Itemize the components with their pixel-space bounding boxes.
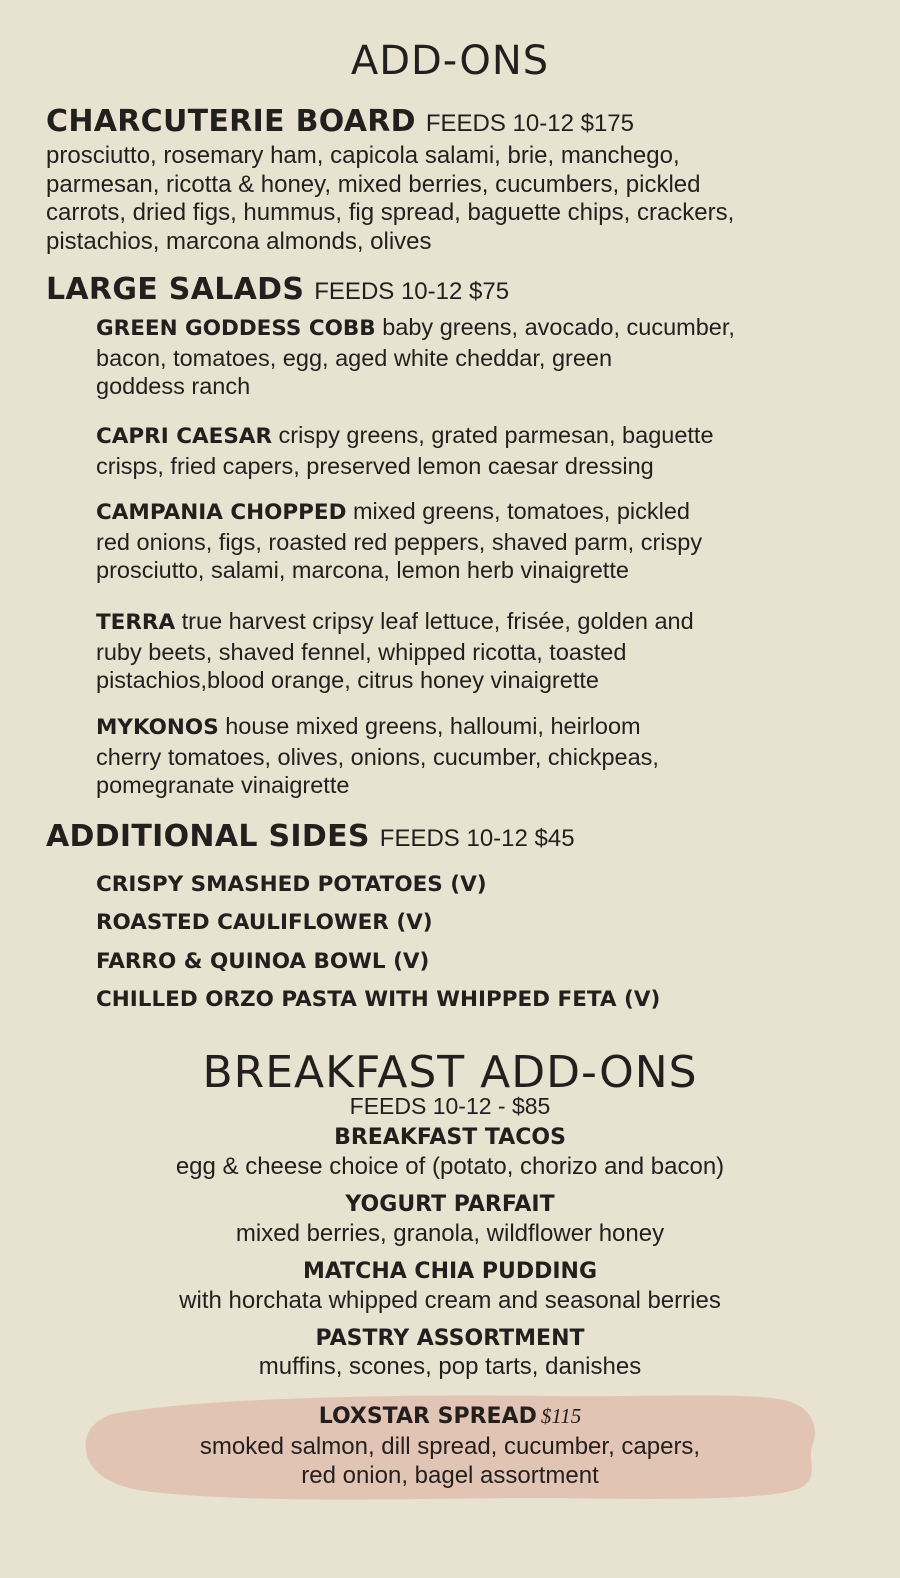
- salad-desc: house mixed greens, halloumi, heirloom: [218, 713, 641, 739]
- salads-meta: FEEDS 10-12 $75: [314, 278, 510, 305]
- side-item: ROASTED CAULIFLOWER (V): [96, 910, 433, 935]
- salad-desc: crisps, fried capers, preserved lemon caesar dressing: [96, 452, 654, 479]
- salad-item-capri-caesar: [96, 421, 836, 480]
- salad-desc: mixed greens, tomatoes, pickled: [346, 498, 690, 524]
- breakfast-item-desc: mixed berries, granola, wildflower honey: [235, 1220, 665, 1247]
- salad-item-campania-chopped: [96, 497, 836, 585]
- salad-name: MYKONOS: [96, 715, 219, 740]
- salad-name: CAMPANIA CHOPPED: [96, 500, 347, 525]
- loxstar-line: red onion, bagel assortment: [301, 1461, 599, 1489]
- charcuterie-description: [46, 142, 866, 256]
- loxstar-name: LOXSTAR SPREAD: [318, 1404, 537, 1429]
- breakfast-item-name: PASTRY ASSORTMENT: [315, 1326, 585, 1351]
- salad-desc: ruby beets, shaved fennel, whipped ricotta, toasted: [96, 638, 627, 665]
- salad-name: GREEN GODDESS COBB: [96, 316, 376, 341]
- breakfast-item-name: YOGURT PARFAIT: [345, 1192, 555, 1217]
- breakfast-title: BREAKFAST ADD-ONS: [202, 1047, 698, 1098]
- salad-desc: cherry tomatoes, olives, onions, cucumber, chickpeas,: [96, 743, 659, 770]
- sides-header: [46, 819, 575, 854]
- breakfast-item-name: MATCHA CHIA PUDDING: [302, 1259, 598, 1284]
- salad-item-terra: [96, 607, 836, 695]
- side-item: CHILLED ORZO PASTA WITH WHIPPED FETA (V): [96, 987, 661, 1012]
- salad-desc: bacon, tomatoes, egg, aged white cheddar, green: [96, 344, 613, 371]
- salads-name: LARGE SALADS: [46, 272, 305, 307]
- salad-item-green-goddess: [96, 313, 836, 401]
- salad-desc: pistachios,blood orange, citrus honey vinaigrette: [96, 667, 599, 693]
- salad-desc: red onions, figs, roasted red peppers, shaved parm, crispy: [96, 528, 703, 555]
- sides-meta: FEEDS 10-12 $45: [379, 825, 575, 852]
- salad-item-mykonos: [96, 712, 836, 800]
- loxstar-price: $115: [540, 1404, 582, 1428]
- salad-desc: goddess ranch: [96, 373, 251, 399]
- salad-desc: prosciutto, salami, marcona, lemon herb vinaigrette: [96, 557, 629, 583]
- loxstar-header: [0, 1404, 900, 1429]
- charcuterie-line: parmesan, ricotta & honey, mixed berries, cucumbers, pickled: [46, 170, 701, 198]
- loxstar-line: smoked salmon, dill spread, cucumber, capers,: [199, 1433, 701, 1460]
- sides-name: ADDITIONAL SIDES: [46, 819, 370, 854]
- breakfast-item-desc: muffins, scones, pop tarts, danishes: [258, 1353, 642, 1380]
- charcuterie-name: CHARCUTERIE BOARD: [46, 104, 416, 139]
- salad-name: CAPRI CAESAR: [96, 424, 272, 449]
- salad-desc: true harvest cripsy leaf lettuce, frisée, golden and: [175, 608, 694, 634]
- breakfast-item-desc: egg & cheese choice of (potato, chorizo and bacon): [175, 1153, 725, 1180]
- breakfast-item-name: BREAKFAST TACOS: [334, 1125, 566, 1150]
- breakfast-feeds: FEEDS 10-12 - $85: [349, 1093, 551, 1119]
- side-item: FARRO & QUINOA BOWL (V): [96, 949, 430, 974]
- salad-name: TERRA: [96, 610, 176, 635]
- charcuterie-meta: FEEDS 10-12 $175: [425, 110, 634, 137]
- salad-desc: crispy greens, grated parmesan, baguette: [272, 422, 714, 448]
- charcuterie-line: prosciutto, rosemary ham, capicola salami, brie, manchego,: [46, 142, 680, 169]
- charcuterie-line: pistachios, marcona almonds, olives: [46, 227, 432, 255]
- loxstar-description: [0, 1433, 900, 1490]
- charcuterie-header: [46, 104, 634, 139]
- salad-desc: pomegranate vinaigrette: [96, 772, 350, 798]
- side-item: CRISPY SMASHED POTATOES (V): [96, 872, 487, 897]
- salad-desc: baby greens, avocado, cucumber,: [375, 314, 735, 340]
- breakfast-item-desc: with horchata whipped cream and seasonal berries: [179, 1287, 721, 1314]
- charcuterie-line: carrots, dried figs, hummus, fig spread, baguette chips, crackers,: [46, 199, 735, 226]
- page-title: ADD-ONS: [350, 38, 550, 84]
- salads-header: [46, 272, 509, 307]
